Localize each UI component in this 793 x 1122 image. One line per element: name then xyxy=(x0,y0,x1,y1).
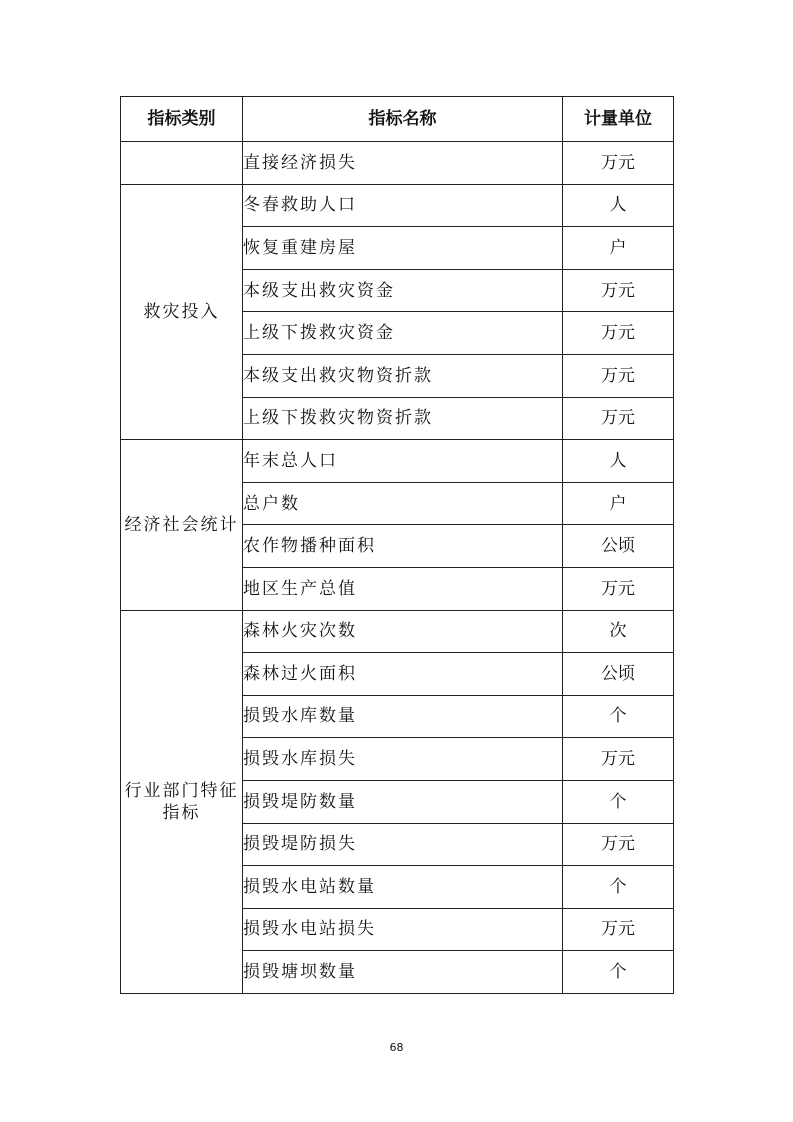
page-number: 68 xyxy=(389,1041,404,1054)
indicator-unit: 个 xyxy=(563,866,674,909)
indicator-unit: 万元 xyxy=(563,269,674,312)
indicator-unit: 公顷 xyxy=(563,525,674,568)
indicator-name: 损毁堤防数量 xyxy=(243,780,563,823)
indicator-unit: 个 xyxy=(563,951,674,994)
indicator-name: 损毁水库数量 xyxy=(243,695,563,738)
indicator-name: 本级支出救灾资金 xyxy=(243,269,563,312)
indicator-table xyxy=(120,96,674,994)
indicator-unit: 万元 xyxy=(563,738,674,781)
category-cell xyxy=(121,142,243,185)
indicator-unit: 户 xyxy=(563,227,674,270)
indicator-unit: 万元 xyxy=(563,354,674,397)
indicator-unit: 万元 xyxy=(563,567,674,610)
indicator-unit: 万元 xyxy=(563,908,674,951)
table-row xyxy=(121,610,674,653)
table-row xyxy=(121,440,674,483)
indicator-unit: 个 xyxy=(563,780,674,823)
indicator-unit: 人 xyxy=(563,184,674,227)
indicator-name: 本级支出救灾物资折款 xyxy=(243,354,563,397)
indicator-unit: 户 xyxy=(563,482,674,525)
indicator-unit: 公顷 xyxy=(563,653,674,696)
header-unit: 计量单位 xyxy=(563,97,674,142)
indicator-name: 森林过火面积 xyxy=(243,653,563,696)
indicator-name: 上级下拨救灾物资折款 xyxy=(243,397,563,440)
indicator-name: 损毁塘坝数量 xyxy=(243,951,563,994)
indicator-name: 损毁堤防损失 xyxy=(243,823,563,866)
indicator-name: 地区生产总值 xyxy=(243,567,563,610)
indicator-unit: 次 xyxy=(563,610,674,653)
indicator-name: 森林火灾次数 xyxy=(243,610,563,653)
indicator-unit: 个 xyxy=(563,695,674,738)
category-cell: 救灾投入 xyxy=(121,184,243,440)
indicator-name: 损毁水电站损失 xyxy=(243,908,563,951)
indicator-name: 年末总人口 xyxy=(243,440,563,483)
header-name: 指标名称 xyxy=(243,97,563,142)
category-cell: 行业部门特征指标 xyxy=(121,610,243,993)
table-header-row xyxy=(121,97,674,142)
indicator-name: 总户数 xyxy=(243,482,563,525)
table-row xyxy=(121,142,674,185)
indicator-name: 上级下拨救灾资金 xyxy=(243,312,563,355)
indicator-unit: 万元 xyxy=(563,312,674,355)
indicator-name: 直接经济损失 xyxy=(243,142,563,185)
table-row xyxy=(121,184,674,227)
indicator-unit: 万元 xyxy=(563,823,674,866)
indicator-unit: 万元 xyxy=(563,397,674,440)
indicator-name: 损毁水库损失 xyxy=(243,738,563,781)
indicator-unit: 人 xyxy=(563,440,674,483)
indicator-name: 农作物播种面积 xyxy=(243,525,563,568)
header-category: 指标类别 xyxy=(121,97,243,142)
category-cell: 经济社会统计 xyxy=(121,440,243,610)
indicator-unit: 万元 xyxy=(563,142,674,185)
indicator-name: 恢复重建房屋 xyxy=(243,227,563,270)
indicator-name: 损毁水电站数量 xyxy=(243,866,563,909)
indicator-name: 冬春救助人口 xyxy=(243,184,563,227)
